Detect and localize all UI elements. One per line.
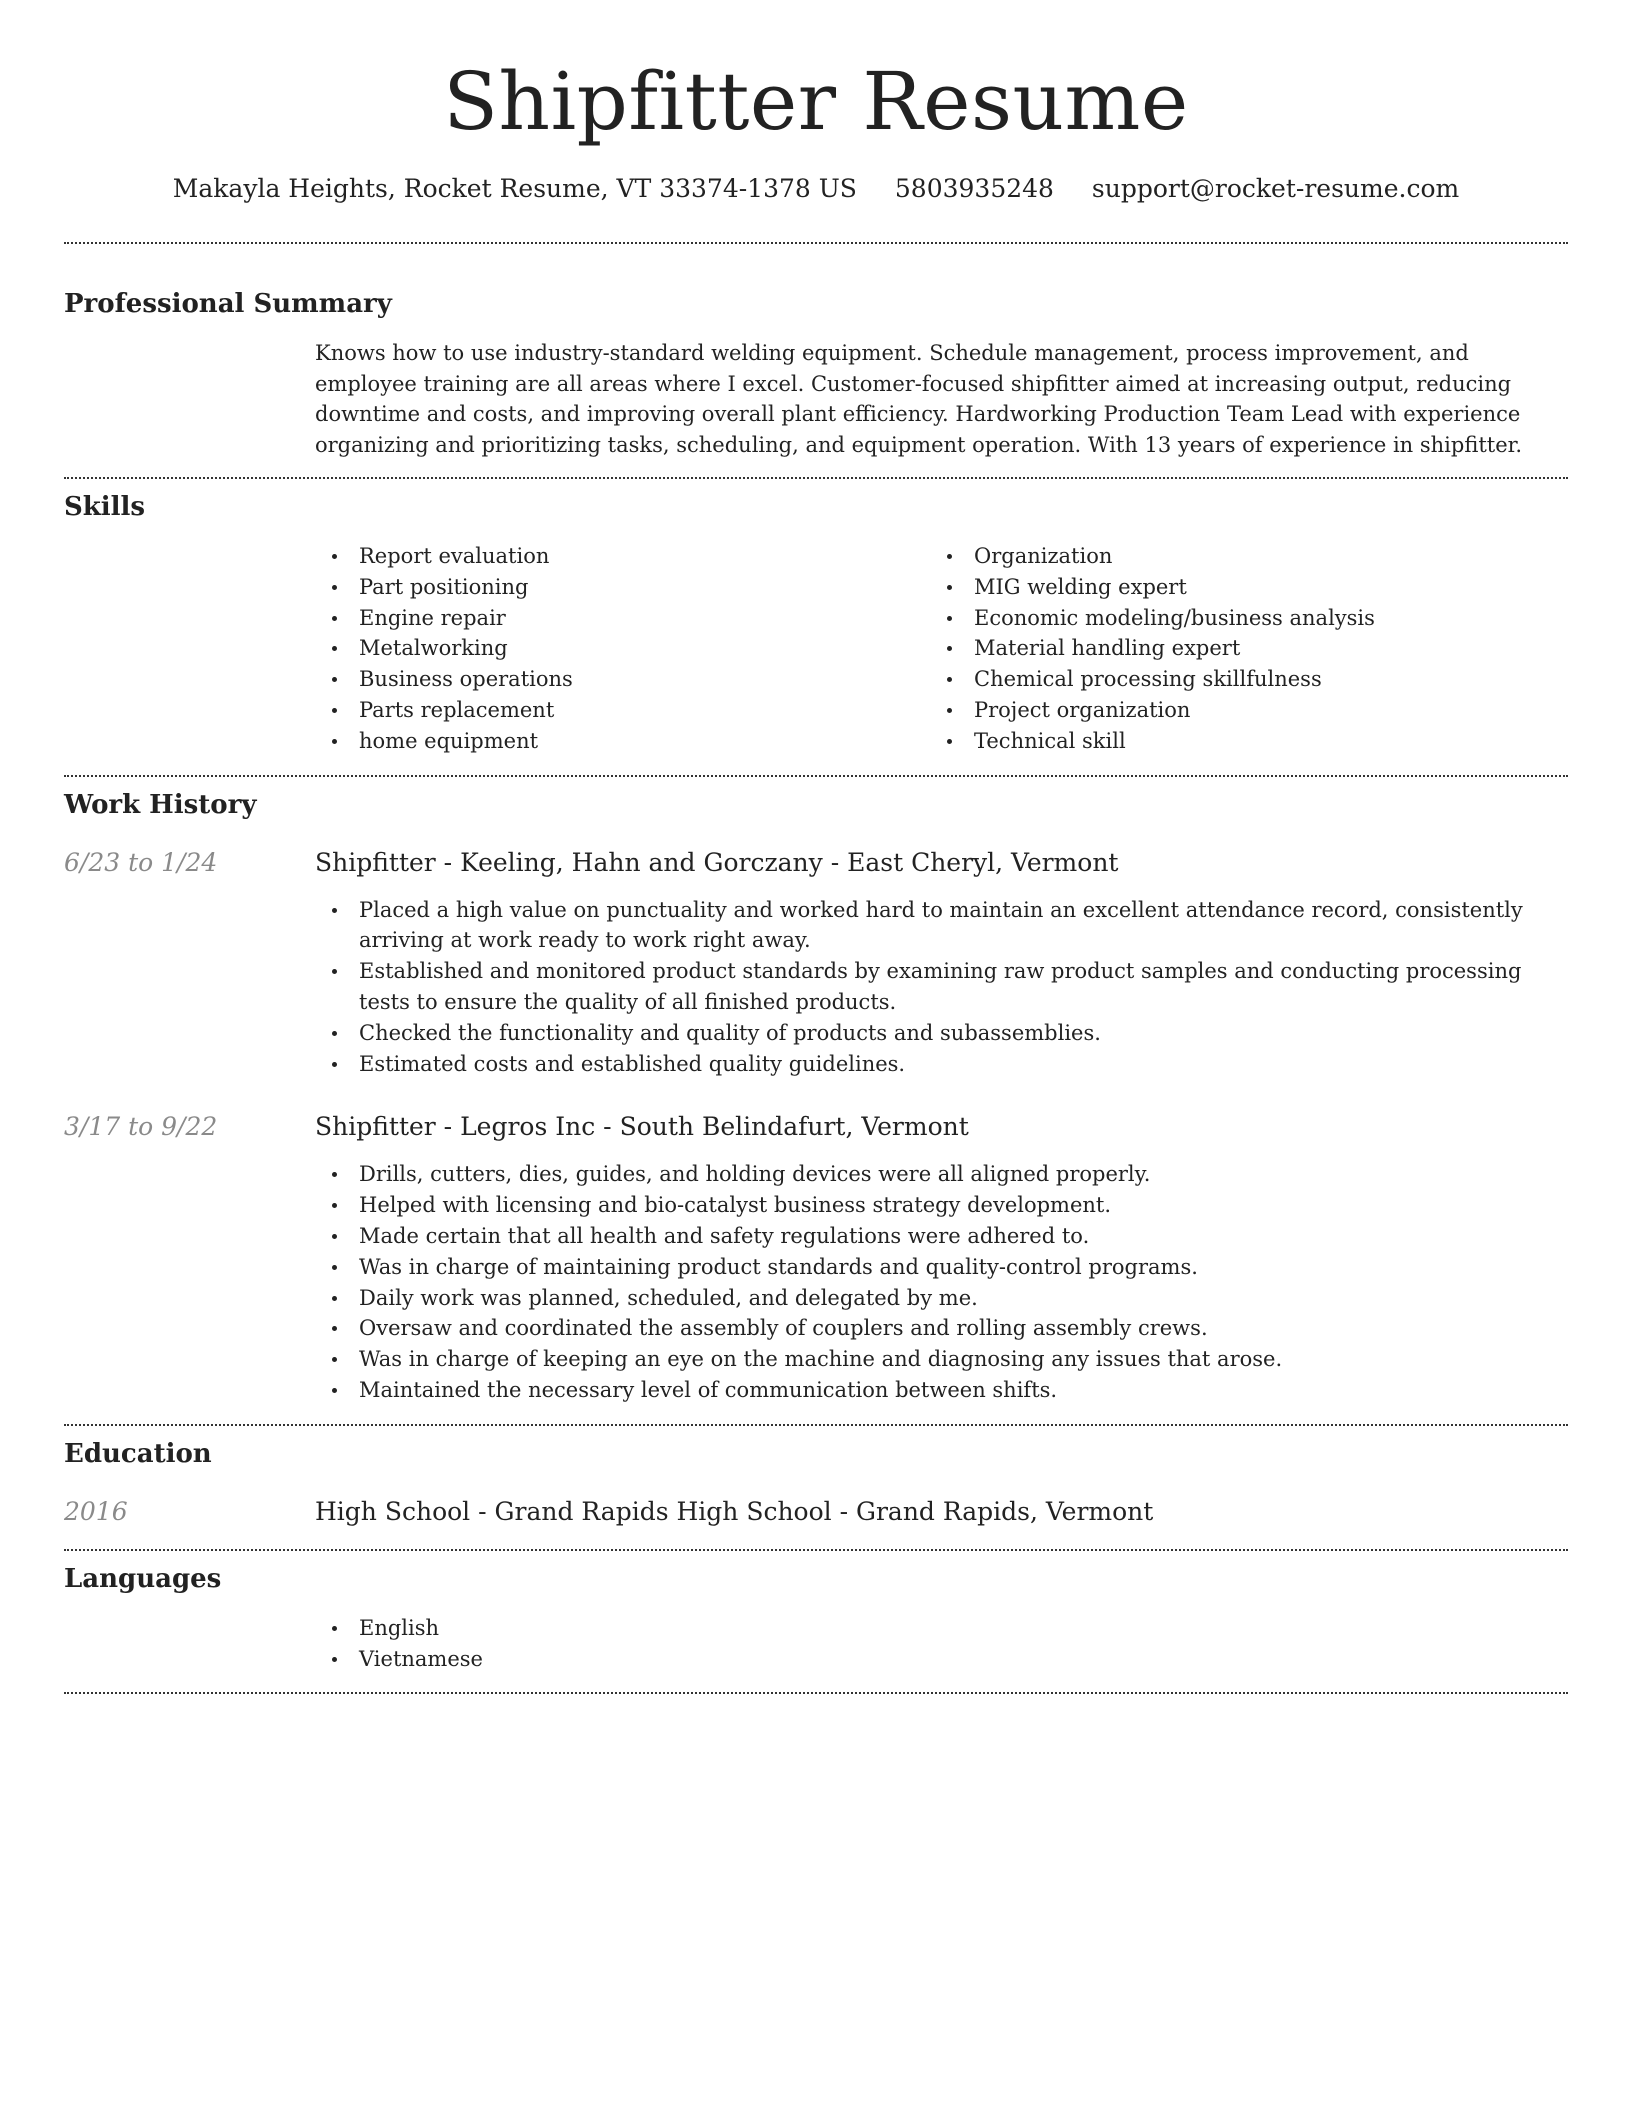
summary-heading: Professional Summary (64, 289, 392, 319)
work-heading: Work History (64, 789, 257, 820)
divider (64, 242, 1568, 244)
job-duty-item: Established and monitored product standards by examining raw product samples and conducting processing tests to ensure the quality of all finished products. (315, 956, 1568, 1018)
job-duty-item: Maintained the necessary level of communication between shifts. (315, 1375, 1568, 1406)
skill-item: Economic modeling/business analysis (930, 603, 1545, 634)
job-duty-item: Was in charge of maintaining product standards and quality-control programs. (315, 1252, 1568, 1283)
job-duty-item: Estimated costs and established quality guidelines. (315, 1049, 1568, 1080)
divider (64, 477, 1568, 479)
job-duty-item: Daily work was planned, scheduled, and delegated by me. (315, 1283, 1568, 1314)
job-duty-item: Helped with licensing and bio-catalyst business strategy development. (315, 1190, 1568, 1221)
contact-phone: 5803935248 (894, 174, 1054, 203)
job-title: Shipfitter - Keeling, Hahn and Gorczany - East Cheryl, Vermont (315, 847, 1119, 877)
skills-heading: Skills (64, 492, 146, 522)
job-duty-item: Made certain that all health and safety regulations were adhered to. (315, 1221, 1568, 1252)
resume-page (64, 0, 1568, 1694)
languages-section (64, 1562, 1568, 1675)
job-duty-item: Placed a high value on punctuality and worked hard to maintain an excellent attendance record, consistently arriving at work ready to work right away. (315, 895, 1568, 957)
education-section (64, 1437, 1568, 1529)
skill-item: Technical skill (930, 726, 1545, 757)
divider (64, 775, 1568, 777)
work-section (64, 788, 1568, 1406)
job-duty-item: Drills, cutters, dies, guides, and holding devices were all aligned properly. (315, 1159, 1568, 1190)
language-item: Vietnamese (315, 1644, 1568, 1675)
contact-email: support@rocket-resume.com (1091, 174, 1460, 203)
skills-section (64, 490, 1568, 757)
divider (64, 1549, 1568, 1551)
contact-address: Makayla Heights, Rocket Resume, VT 33374-1378 US (172, 174, 857, 203)
education-year: 2016 (64, 1496, 128, 1526)
skill-item: MIG welding expert (930, 572, 1545, 603)
divider (64, 1424, 1568, 1426)
skill-item: home equipment (315, 726, 930, 757)
contact-line (64, 172, 1568, 206)
job-dates: 6/23 to 1/24 (64, 847, 218, 877)
divider (64, 1692, 1568, 1694)
skill-item: Report evaluation (315, 541, 930, 572)
job-duty-item: Checked the functionality and quality of products and subassemblies. (315, 1018, 1568, 1049)
skill-item: Material handling expert (930, 633, 1545, 664)
languages-heading: Languages (64, 1563, 222, 1594)
job-duties (315, 1159, 1568, 1405)
education-entry: High School - Grand Rapids High School - Grand Rapids, Vermont (315, 1496, 1154, 1526)
summary-text: Knows how to use industry-standard welding equipment. Schedule management, process improvement, and employee training are all areas where I excel. Customer-focused shipfitter aimed at increasing output, reducing downtime and costs, and improving overall plant efficiency. Hardworking Production Team Lead with experience organizing and prioritizing tasks, scheduling, and equipment operation. With 13 years of experience in shipfitter. (315, 341, 1523, 457)
education-heading: Education (64, 1438, 212, 1469)
skill-item: Parts replacement (315, 695, 930, 726)
language-item: English (315, 1613, 1568, 1644)
skill-item: Project organization (930, 695, 1545, 726)
skill-item: Part positioning (315, 572, 930, 603)
summary-section (64, 287, 1568, 460)
job-duty-item: Oversaw and coordinated the assembly of couplers and rolling assembly crews. (315, 1313, 1568, 1344)
resume-title: Shipfitter Resume (443, 55, 1189, 148)
job-title: Shipfitter - Legros Inc - South Belindafurt, Vermont (315, 1112, 969, 1142)
skill-item: Engine repair (315, 603, 930, 634)
skill-item: Metalworking (315, 633, 930, 664)
skill-item: Chemical processing skillfulness (930, 664, 1545, 695)
job-entry (64, 1110, 1568, 1405)
job-duty-item: Was in charge of keeping an eye on the machine and diagnosing any issues that arose. (315, 1344, 1568, 1375)
job-dates: 3/17 to 9/22 (64, 1112, 218, 1142)
languages-list (315, 1613, 1568, 1675)
skills-list-left (315, 541, 930, 757)
skill-item: Organization (930, 541, 1545, 572)
skills-list-right (930, 541, 1545, 757)
job-duties (315, 895, 1568, 1080)
skill-item: Business operations (315, 664, 930, 695)
job-entry (64, 846, 1568, 1080)
